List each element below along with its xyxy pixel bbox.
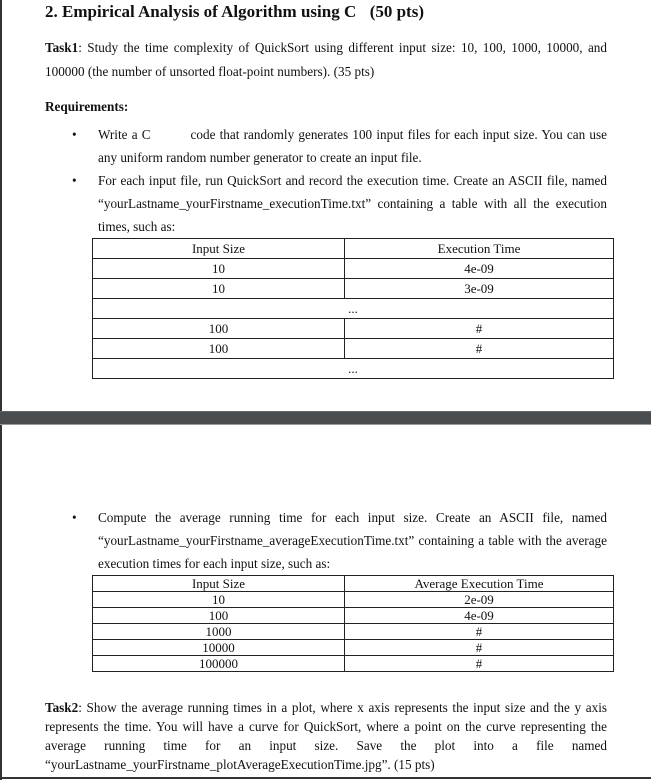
page-break xyxy=(0,411,651,425)
task2-label: Task2 xyxy=(45,700,79,715)
page-border xyxy=(0,777,651,779)
task2-paragraph xyxy=(45,698,607,774)
bullet-text: For each input file, run QuickSort and record the execution time. Create an ASCII file, named “yourLastname_yourFirstname_executionTime.txt” containing a table with all the execution times, such as: xyxy=(98,173,607,234)
table-cell: # xyxy=(345,624,614,640)
table-cell: 10 xyxy=(93,592,345,608)
table-row xyxy=(93,656,614,672)
bullet-text: code that randomly generates 100 input files for each input size. You can use any uniform random number generator to create an input file. xyxy=(98,127,607,165)
table-row xyxy=(93,624,614,640)
table-row xyxy=(93,339,614,359)
table-cell: 4e-09 xyxy=(345,259,614,279)
table-header: Average Execution Time xyxy=(345,576,614,592)
table-cell: 3e-09 xyxy=(345,279,614,299)
bullet-icon: • xyxy=(72,173,77,188)
table-row xyxy=(93,319,614,339)
table-row xyxy=(93,640,614,656)
table-header: Input Size xyxy=(93,576,345,592)
task1-label: Task1 xyxy=(45,40,79,55)
table-row xyxy=(93,608,614,624)
table-cell: 1000 xyxy=(93,624,345,640)
page-two-content xyxy=(45,506,614,774)
bullet-text: Compute the average running time for each input size. Create an ASCII file, named “yourLastname_yourFirstname_averageExecutionTime.txt” containing a table with the average execution times for each input size, such as: xyxy=(98,510,607,571)
requirements-heading: Requirements: xyxy=(45,99,129,114)
table-cell: 10 xyxy=(93,259,345,279)
average-time-table xyxy=(92,575,614,672)
table-cell: 100 xyxy=(93,319,345,339)
table-header-row xyxy=(93,239,614,259)
table-cell: 100 xyxy=(93,608,345,624)
page-border xyxy=(0,0,2,780)
table-cell: 2e-09 xyxy=(345,592,614,608)
page-one-content xyxy=(45,0,614,379)
task1-text: : Study the time complexity of QuickSort using different input size: 10, 100, 1000, 10000, and 100000 (the number of unsorted float-point numbers). (35 pts) xyxy=(45,40,607,79)
table-cell: # xyxy=(345,640,614,656)
table-cell: 4e-09 xyxy=(345,608,614,624)
bullet-text: Write a C xyxy=(98,127,151,142)
table-cell: # xyxy=(345,339,614,359)
table-row-ellipsis xyxy=(93,359,614,379)
table-row-ellipsis xyxy=(93,299,614,319)
table-cell: ... xyxy=(93,299,614,319)
table-row xyxy=(93,592,614,608)
table-cell: 100000 xyxy=(93,656,345,672)
section-points: (50 pts) xyxy=(369,2,424,21)
section-title: 2. Empirical Analysis of Algorithm using C xyxy=(45,2,357,21)
table-cell: ... xyxy=(93,359,614,379)
bullet-icon: • xyxy=(72,510,77,525)
table-header: Execution Time xyxy=(345,239,614,259)
table-cell: 10000 xyxy=(93,640,345,656)
table-row xyxy=(93,279,614,299)
table-cell: 100 xyxy=(93,339,345,359)
table-header: Input Size xyxy=(93,239,345,259)
bullet-item xyxy=(72,123,607,169)
table-cell: # xyxy=(345,656,614,672)
table-cell: # xyxy=(345,319,614,339)
bullet-item xyxy=(72,506,607,575)
section-heading xyxy=(45,0,614,24)
task2-text: : Show the average running times in a plot, where x axis represents the input size and the y axis represents the time. You will have a curve for QuickSort, where a point on the curve representing the average running time for an input size. Save the plot into a file named “yourLastname_yourFirstname_plotAverageExecutionTime.jpg”. (15 pts) xyxy=(45,700,607,772)
table-row xyxy=(93,259,614,279)
table-header-row xyxy=(93,576,614,592)
execution-time-table xyxy=(92,238,614,379)
bullet-icon: • xyxy=(72,127,77,142)
bullet-item xyxy=(72,169,607,238)
table-cell: 10 xyxy=(93,279,345,299)
task1-paragraph xyxy=(45,36,607,83)
